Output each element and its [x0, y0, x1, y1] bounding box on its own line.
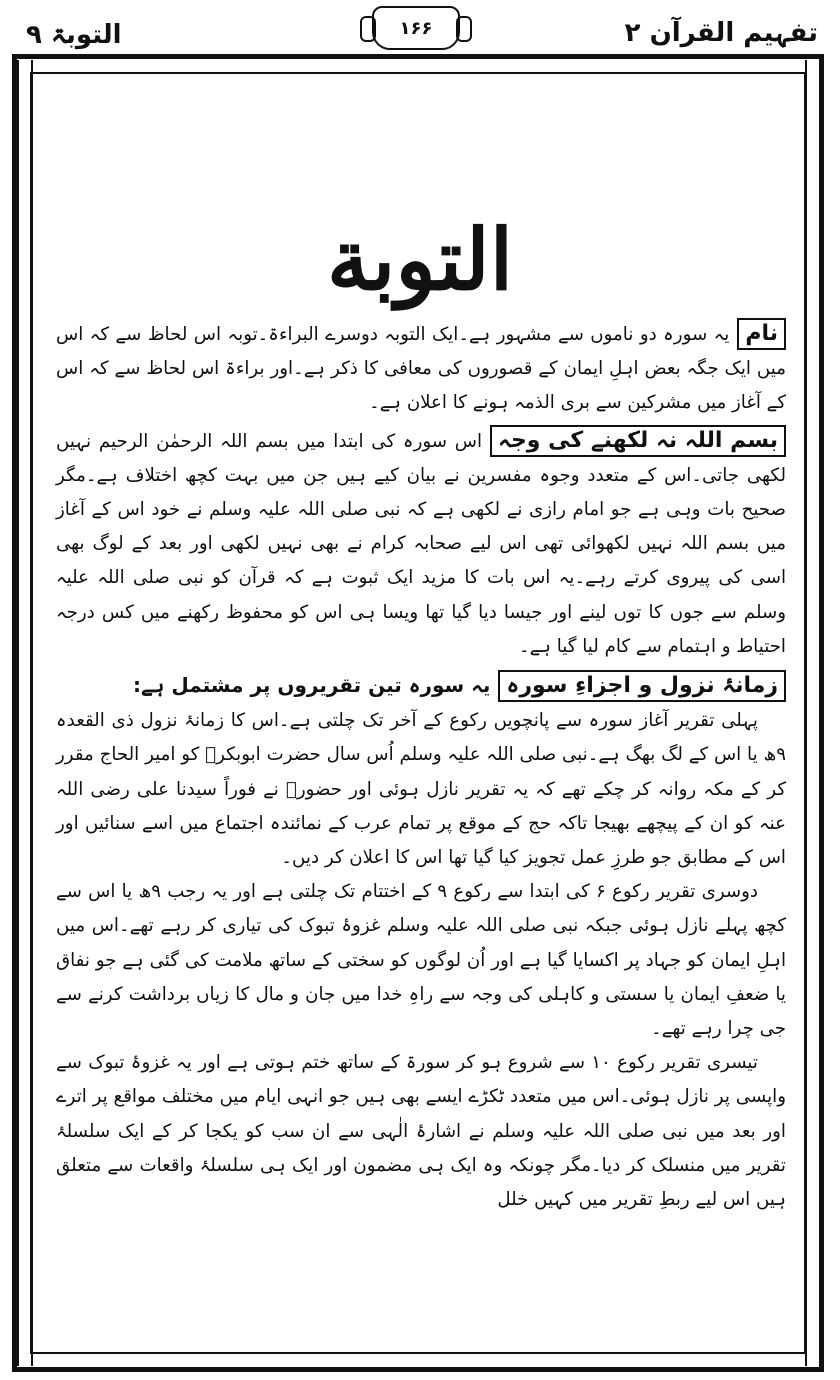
paragraph-first-speech: پہلی تقریر آغاز سورہ سے پانچویں رکوع کے آخر تک چلتی ہے۔اس کا زمانۂ نزول ذی القعدہ ۹ھ یا اس کے لگ بھگ ہے۔نبی صلی اللہ علیہ وسلم اُس سال حضرت ابوبکرؓ کو امیر الحاج مقرر کر کے مکہ روانہ کر چکے تھے کہ یہ تقریر نازل ہوئی اور حضورؐ نے فوراً سیدنا علی رضی اللہ عنہ کو ان کے پیچھے بھیجا تاکہ حج کے موقع پر تمام عرب کے نمائندہ اجتماع میں اسے سنائیں اور اس کے مطابق جو طرزِ عمل تجویز کیا گیا تھا اس کا اعلان کر دیں۔	[56, 710, 786, 869]
section-heading-bismillah: بسم اللہ نہ لکھنے کی وجہ	[490, 425, 786, 457]
page-number: ۱۶۶	[372, 6, 460, 50]
paragraph-third-speech: تیسری تقریر رکوع ۱۰ سے شروع ہو کر سورۃ کے ساتھ ختم ہوتی ہے اور یہ غزوۂ تبوک سے واپسی پر نازل ہوئی۔اس میں متعدد ٹکڑے ایسے بھی ہیں جو انہی ایام میں مختلف مواقع پر اترے اور بعد میں نبی صلی اللہ علیہ وسلم نے اشارۂ الٰہی سے ان سب کو یکجا کر کے ایک سلسلۂ تقریر میں منسلک کر دیا۔مگر چونکہ وہ ایک ہی مضمون اور ایک ہی سلسلۂ واقعات سے متعلق ہیں اس لیے ربطِ تقریر میں کہیں خلل	[56, 1052, 786, 1211]
section-naam	[56, 318, 786, 421]
section-text-naam: یہ سورہ دو ناموں سے مشہور ہے۔ایک التوبہ دوسرے البراءۃ۔توبہ اس لحاظ سے کہ اس میں ایک جگہ بعض اہلِ ایمان کے قصوروں کی معافی کا ذکر ہے۔اور براءۃ اس لحاظ سے کہ اس کے آغاز میں مشرکین سے بری الذمہ ہونے کا اعلان ہے۔	[56, 324, 786, 414]
section-bismillah	[56, 425, 786, 664]
running-header-surah: التوبۃ ۹	[26, 20, 122, 50]
section-intro-zamana: یہ سورہ تین تقریروں پر مشتمل ہے:	[132, 673, 491, 698]
page-body	[56, 318, 786, 1217]
paragraph-second-speech: دوسری تقریر رکوع ۶ کی ابتدا سے رکوع ۹ کے اختتام تک چلتی ہے اور یہ رجب ۹ھ یا اس سے کچھ پہلے نازل ہوئی جبکہ نبی صلی اللہ علیہ وسلم غزوۂ تبوک کی تیاری کر رہے تھے۔اس میں اہلِ ایمان کو جہاد پر اکسایا گیا ہے اور اُن لوگوں کو سختی کے ساتھ ملامت کی گئی ہے جو نفاق یا ضعفِ ایمان یا سستی و کاہلی کی وجہ سے راہِ خدا میں جان و مال کا زیاں برداشت کرنے سے جی چرا رہے تھے۔	[56, 881, 786, 1040]
running-header-book: تفہیم القرآن ۲	[624, 18, 818, 48]
section-text-bismillah: اس سورہ کی ابتدا میں بسم اللہ الرحمٰن الرحیم نہیں لکھی جاتی۔اس کے متعدد وجوہ مفسرین نے بیان کیے ہیں جن میں بہت کچھ اختلاف ہے۔مگر صحیح بات وہی ہے جو امام رازی نے لکھی ہے کہ نبی صلی اللہ علیہ وسلم نے خود اس کے آغاز میں بسم اللہ نہیں لکھوائی تھی اس لیے صحابہ کرام نے بھی نہیں لکھی اور بعد کے لوگ بھی اسی کی پیروی کرتے رہے۔یہ اس بات کا مزید ایک ثبوت ہے کہ قرآن کو نبی صلی اللہ علیہ وسلم سے جوں کا توں لینے اور جیسا دیا گیا تھا ویسا ہی اس کو محفوظ رکھنے میں کس درجہ احتیاط و اہتمام سے کام لیا گیا ہے۔	[56, 430, 786, 657]
section-heading-zamana: زمانۂ نزول و اجزاءِ سورہ	[498, 670, 786, 702]
section-zamana	[56, 668, 786, 704]
surah-title: التوبة	[326, 210, 514, 309]
section-heading-naam: نام	[737, 318, 786, 350]
